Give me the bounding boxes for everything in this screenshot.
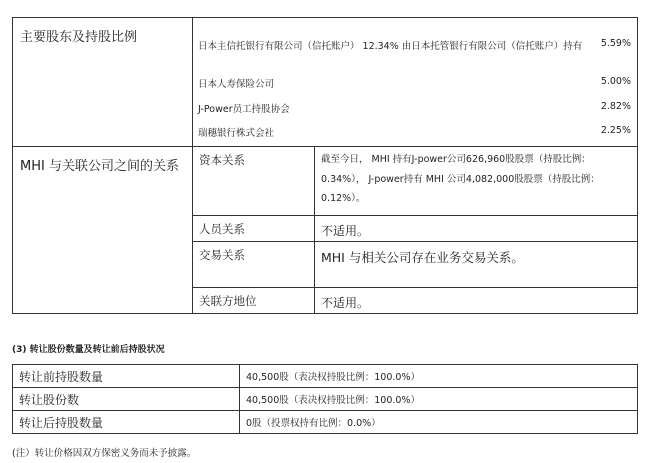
shareholder-row <box>198 101 631 115</box>
capital-relation-cell <box>315 147 638 216</box>
transfer-value: 0股（投票权持有比例：0.0%） <box>240 411 638 434</box>
trade-relation-label: 交易关系 <box>193 242 315 288</box>
shareholder-pct: 2.82% <box>600 101 631 112</box>
relations-label: MHI 与关联公司之间的关系 <box>13 147 193 314</box>
transfer-value: 40,500股（表决权持股比例：100.0%） <box>240 365 638 388</box>
footnote: (注）转让价格因双方保密义务而未予披露。 <box>12 448 197 459</box>
capital-relation-text: 截至今日， MHI 持有J-power公司626,960股股票（持股比例：0.34%）， J-power持有 MHI 公司4,082,000股股票（持股比例：0.12%）。 <box>321 154 600 204</box>
capital-relation-label: 资本关系 <box>193 147 315 216</box>
shareholders-list <box>193 18 638 147</box>
personnel-relation-value: 不适用。 <box>315 216 638 242</box>
transfer-table <box>12 364 638 434</box>
capital-relation-row <box>13 147 638 216</box>
shareholders-label: 主要股东及持股比例 <box>13 18 193 147</box>
transfer-label: 转让后持股数量 <box>13 411 240 434</box>
transfer-value: 40,500股（表决权持股比例：100.0%） <box>240 388 638 411</box>
shareholder-name: J-Power员工持股协会 <box>198 104 290 115</box>
transfer-label: 转让股份数 <box>13 388 240 411</box>
related-party-value: 不适用。 <box>315 288 638 314</box>
transfer-section-title: (3) 转让股份数量及转让前后持股状况 <box>12 345 165 355</box>
shareholders-row <box>13 18 638 147</box>
trade-relation-value: MHI 与相关公司存在业务交易关系。 <box>315 242 638 288</box>
table-row <box>13 411 638 434</box>
related-party-label: 关联方地位 <box>193 288 315 314</box>
table-row <box>13 365 638 388</box>
shareholder-row <box>198 125 631 139</box>
shareholder-pct: 5.59% <box>600 38 631 49</box>
company-info-table <box>12 17 638 314</box>
shareholder-name: 日本主信托银行有限公司（信托账户） 12.34% 由日本托管银行有限公司（信托账户）持有 <box>198 41 583 52</box>
shareholder-name: 瑞穗银行株式会社 <box>198 128 275 139</box>
shareholder-pct: 5.00% <box>600 76 631 87</box>
shareholder-row <box>198 76 631 90</box>
personnel-relation-label: 人员关系 <box>193 216 315 242</box>
shareholder-row <box>198 38 631 52</box>
shareholder-pct: 2.25% <box>600 125 631 136</box>
shareholder-name: 日本人寿保险公司 <box>198 79 275 90</box>
table-row <box>13 388 638 411</box>
transfer-label: 转让前持股数量 <box>13 365 240 388</box>
